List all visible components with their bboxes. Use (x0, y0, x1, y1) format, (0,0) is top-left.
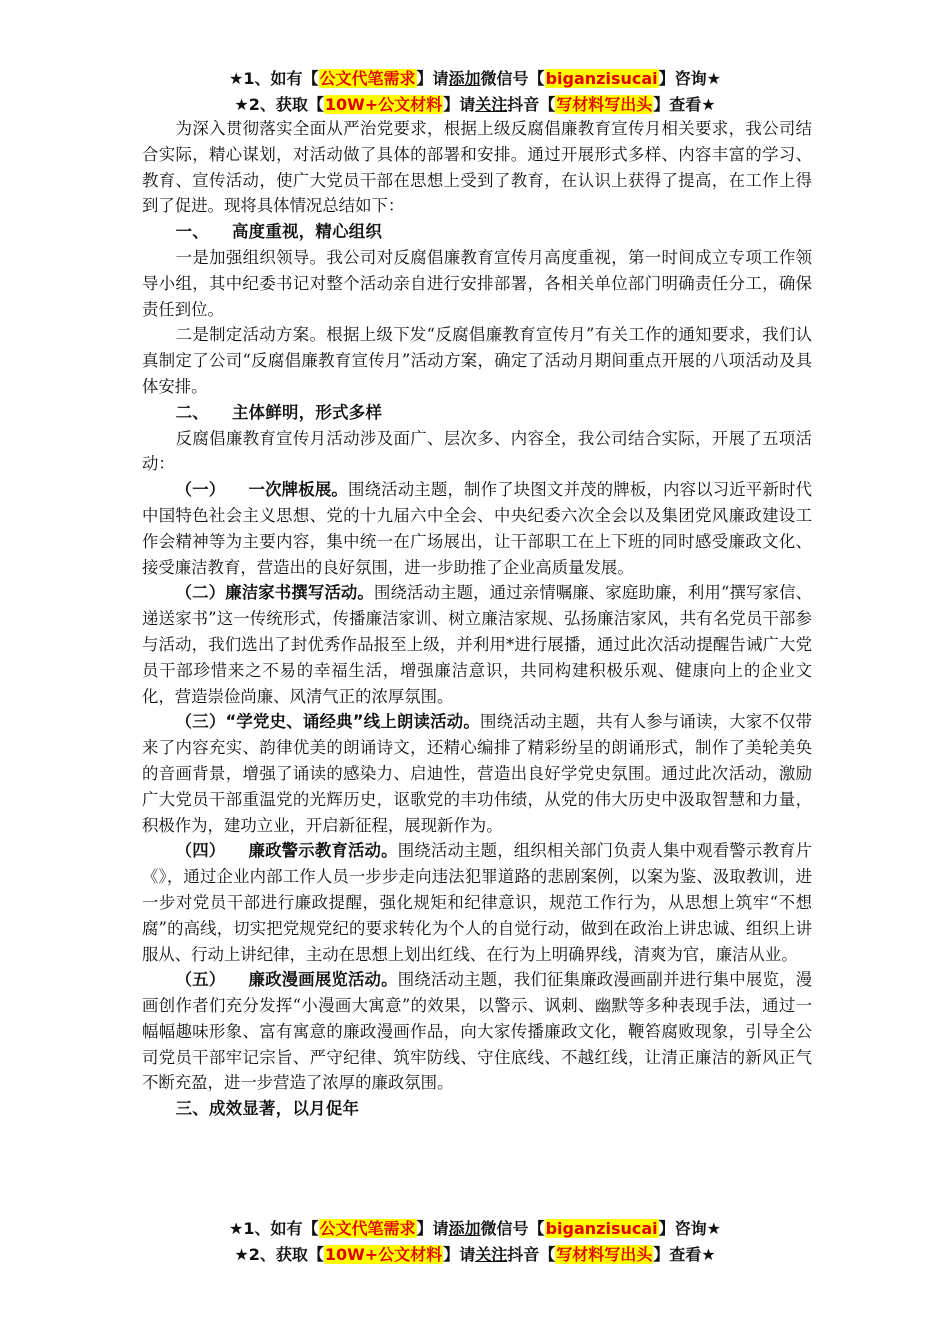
banner-text: 】咨询★ (658, 69, 721, 88)
banner-text: 】请 (443, 95, 476, 114)
banner-text: ★1、如有【 (229, 69, 319, 88)
section-heading-1: 一、 高度重视，精心组织 (175, 222, 383, 242)
underlined-text: 关注 (475, 1245, 508, 1264)
douyin-id: 写材料写出头 (556, 1245, 653, 1264)
promo-banner-bottom-2 (140, 1242, 810, 1268)
banner-text: ★1、如有【 (229, 1219, 319, 1238)
activity-paragraph-4: （四） 廉政警示教育活动。围绕活动主题，组织相关部门负责人集中观看警示教育片《》，通过企业内部工作人员一步步走向违法犯罪道路的悲剧案例，以案为鉴、汲取教训，进一步对党员干部进行廉政提醒，强化规矩和纪律意识，规范工作行为，从思想上筑牢“不想腐”的高线，切实把党规党纪的要求转化为个人的自觉行动，做到在政治上讲忠诚、组织上讲服从、行动上讲纪律，主动在思想上划出红线、在行为上明确界线，清爽为官，廉洁从业。 (142, 841, 813, 964)
activity-paragraph-2: （二）廉洁家书撰写活动。围绕活动主题，通过亲情嘱廉、家庭助廉，利用“撰写家信、递送家书”这一传统形式，传播廉洁家训、树立廉洁家规、弘扬廉洁家风，共有名党员干部参与活动，我们选出了封优秀作品报至上级，并利用*进行展播，通过此次活动提醒告诫广大党员干部珍惜来之不易的幸福生活，增强廉洁意识，共同构建积极乐观、健康向上的企业文化，营造崇俭尚廉、风清气正的浓厚氛围。 (142, 583, 812, 706)
paragraph: 反腐倡廉教育宣传月活动涉及面广、层次多、内容全，我公司结合实际，开展了五项活动： (142, 428, 812, 474)
paragraph: 二是制定活动方案。根据上级下发“反腐倡廉教育宣传月”有关工作的通知要求，我们认真制定了公司“反腐倡廉教育宣传月”活动方案，确定了活动月期间重点开展的八项活动及具体安排。 (142, 325, 812, 396)
banner-text: 】请 (416, 1219, 449, 1238)
activity-paragraph-1: （一） 一次牌板展。围绕活动主题，制作了块图文并茂的牌板，内容以习近平新时代中国特色社会主义思想、党的十九届六中全会、中央纪委六次全会以及集团党风廉政建设工作会精神等为主要内容，集中统一在广场展出，让干部职工在上下班的同时感受廉政文化、接受廉洁教育，营造出的良好氛围，进一步助推了企业高质量发展。 (142, 480, 813, 577)
banner-text: 抖音【 (507, 1245, 556, 1264)
underlined-text: 添加 (448, 69, 481, 88)
highlight-text: 公文代笔需求 (319, 69, 416, 88)
banner-text: 】请 (443, 1245, 476, 1264)
highlight-text: 公文代笔需求 (319, 1219, 416, 1238)
promo-banner-top-2 (140, 92, 810, 118)
document-body (142, 116, 812, 1122)
banner-text: ★2、获取【 (234, 1245, 324, 1264)
wechat-id: biganzisucai (545, 1219, 658, 1238)
section-heading-2: 二、 主体鲜明，形式多样 (175, 402, 383, 422)
highlight-text: 10W+公文材料 (324, 1245, 443, 1264)
promo-banner-top-1 (140, 66, 810, 92)
banner-text: 抖音【 (507, 95, 556, 114)
banner-text: 微信号【 (480, 1219, 545, 1238)
underlined-text: 关注 (475, 95, 508, 114)
section-heading-3: 三、成效显著，以月促年 (175, 1099, 360, 1119)
underlined-text: 添加 (448, 1219, 481, 1238)
banner-text: ★2、获取【 (234, 95, 324, 114)
banner-text: 】请 (416, 69, 449, 88)
promo-banner-bottom-1 (140, 1216, 810, 1242)
intro-paragraph: 为深入贯彻落实全面从严治党要求，根据上级反腐倡廉教育宣传月相关要求，我公司结合实际，精心谋划，对活动做了具体的部署和安排。通过开展形式多样、内容丰富的学习、教育、宣传活动，使广大党员干部在思想上受到了教育，在认识上获得了提高，在工作上得到了促进。现将具体情况总结如下： (142, 119, 812, 216)
paragraph: 一是加强组织领导。我公司对反腐倡廉教育宣传月高度重视，第一时间成立专项工作领导小组，其中纪委书记对整个活动亲自进行安排部署，各相关单位部门明确责任分工，确保责任到位。 (142, 247, 812, 319)
activity-paragraph-3: （三）“学党史、诵经典”线上朗读活动。围绕活动主题，共有人参与诵读，大家不仅带来了内容充实、韵律优美的朗诵诗文，还精心编排了精彩纷呈的朗诵形式，制作了美轮美奂的音画背景，增强了诵读的感染力、启迪性，营造出良好学党史氛围。通过此次活动，激励广大党员干部重温党的光辉历史，讴歌党的丰功伟绩，从党的伟大历史中汲取智慧和力量，积极作为，建功立业，开启新征程，展现新作为。 (142, 712, 813, 835)
highlight-text: 10W+公文材料 (324, 95, 443, 114)
banner-text: 】查看★ (653, 95, 716, 114)
wechat-id: biganzisucai (545, 69, 658, 88)
douyin-id: 写材料写出头 (556, 95, 653, 114)
banner-text: 微信号【 (480, 69, 545, 88)
activity-paragraph-5: （五） 廉政漫画展览活动。围绕活动主题，我们征集廉政漫画副并进行集中展览，漫画创作者们充分发挥“小漫画大寓意”的效果，以警示、讽刺、幽默等多种表现手法，通过一幅幅趣味形象、富有寓意的廉政漫画作品，向大家传播廉政文化，鞭笞腐败现象，引导全公司党员干部牢记宗旨、严守纪律、筑牢防线、守住底线、不越红线，让清正廉洁的新风正气不断充盈，进一步营造了浓厚的廉政氛围。 (142, 970, 813, 1093)
banner-text: 】查看★ (653, 1245, 716, 1264)
banner-text: 】咨询★ (658, 1219, 721, 1238)
